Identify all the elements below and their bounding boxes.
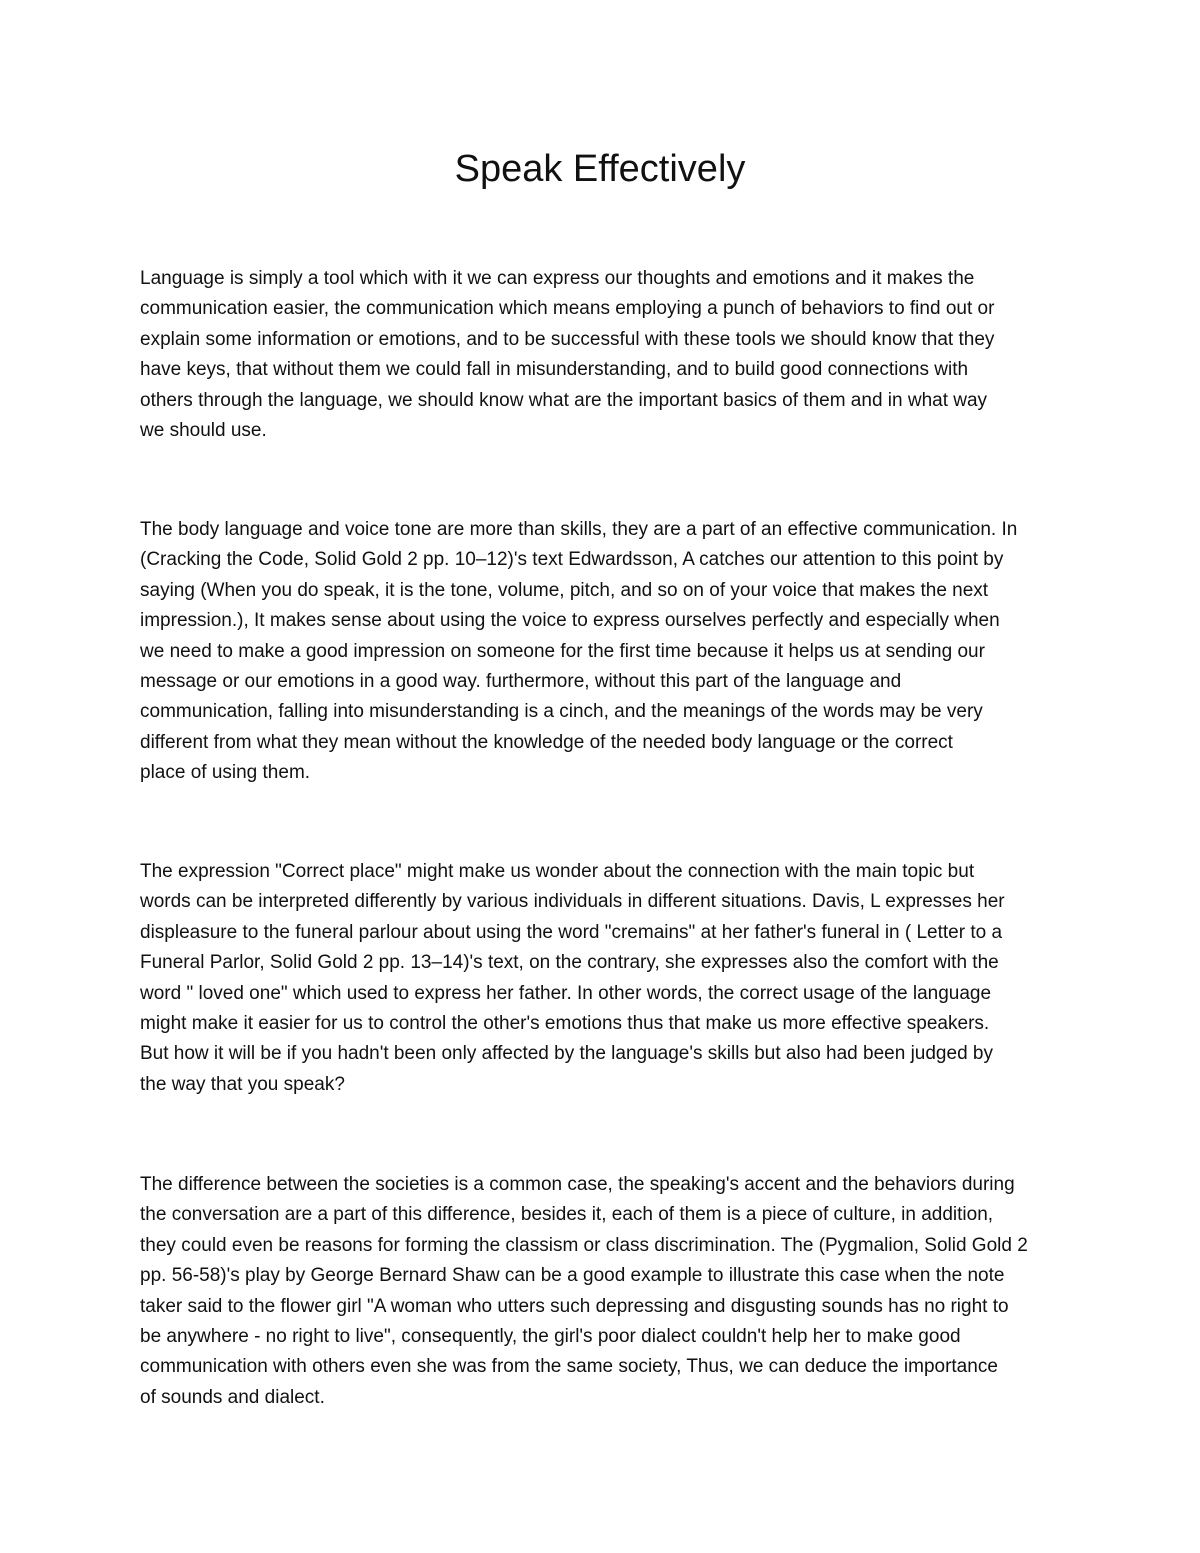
paragraph-line: The body language and voice tone are more than skills, they are a part of an effective communication. In	[140, 519, 1018, 540]
paragraph-line: communication easier, the communication which means employing a punch of behaviors to find out or	[140, 298, 995, 320]
paragraph-line: displeasure to the funeral parlour about using the word "cremains" at her father's funeral in ( Letter to a	[140, 921, 1003, 943]
paragraph-line: Funeral Parlor, Solid Gold 2 pp. 13–14)'s text, on the contrary, she expresses also the comfort with the	[140, 952, 999, 974]
paragraph-line: taker said to the flower girl "A woman who utters such depressing and disgusting sounds has no right to	[140, 1295, 1009, 1317]
paragraph-line: The expression "Correct place" might make us wonder about the connection with the main topic but	[140, 861, 975, 882]
paragraph-line: message or our emotions in a good way. furthermore, without this part of the language and	[140, 670, 902, 692]
paragraph-line: of sounds and dialect.	[140, 1386, 325, 1408]
paragraph-line: we need to make a good impression on someone for the first time because it helps us at sending our	[140, 640, 985, 662]
paragraph-line: explain some information or emotions, and to be successful with these tools we should know that they	[140, 328, 995, 350]
paragraph-line: different from what they mean without the knowledge of the needed body language or the correct	[140, 731, 953, 753]
paragraph-line: the conversation are a part of this difference, besides it, each of them is a piece of culture, in addition,	[140, 1204, 994, 1226]
paragraph-3	[140, 857, 1070, 1100]
paragraph-4	[140, 1170, 1070, 1413]
paragraph-line: have keys, that without them we could fall in misunderstanding, and to build good connections with	[140, 359, 969, 381]
paragraph-line: be anywhere - no right to live", consequently, the girl's poor dialect couldn't help her to make good	[140, 1325, 961, 1347]
paragraph-line: communication, falling into misunderstanding is a cinch, and the meanings of the words may be very	[140, 701, 983, 723]
paragraph-line: might make it easier for us to control the other's emotions thus that make us more effective speakers.	[140, 1012, 990, 1034]
paragraph-line: the way that you speak?	[140, 1073, 345, 1095]
paragraph-line: The difference between the societies is a common case, the speaking's accent and the behaviors during	[140, 1174, 1015, 1195]
paragraph-line: they could even be reasons for forming the classism or class discrimination. The (Pygmalion, Solid Gold 2	[140, 1234, 1028, 1256]
paragraph-line: word " loved one" which used to express her father. In other words, the correct usage of the language	[140, 982, 992, 1004]
paragraph-line: pp. 56-58)'s play by George Bernard Shaw can be a good example to illustrate this case when the note	[140, 1265, 1005, 1287]
paragraph-line: impression.), It makes sense about using the voice to express ourselves perfectly and especially when	[140, 610, 1000, 632]
page-title: Speak Effectively	[454, 148, 746, 190]
paragraph-line: saying (When you do speak, it is the tone, volume, pitch, and so on of your voice that makes the next	[140, 579, 989, 601]
paragraph-line: we should use.	[140, 419, 267, 441]
paragraph-line: communication with others even she was from the same society, Thus, we can deduce the importance	[140, 1356, 998, 1378]
paragraph-line: words can be interpreted differently by various individuals in different situations. Davis, L expresses her	[140, 891, 1005, 913]
paragraph-line: place of using them.	[140, 762, 311, 784]
paragraph-line: (Cracking the Code, Solid Gold 2 pp. 10–12)'s text Edwardsson, A catches our attention to this point by	[140, 549, 1004, 571]
paragraph-line: But how it will be if you hadn't been only affected by the language's skills but also had been judged by	[140, 1043, 993, 1065]
paragraph-2	[140, 515, 1070, 789]
paragraph-line: others through the language, we should know what are the important basics of them and in what way	[140, 389, 988, 411]
paragraph-line: Language is simply a tool which with it we can express our thoughts and emotions and it makes the	[140, 268, 975, 289]
paragraph-1	[140, 264, 1070, 446]
